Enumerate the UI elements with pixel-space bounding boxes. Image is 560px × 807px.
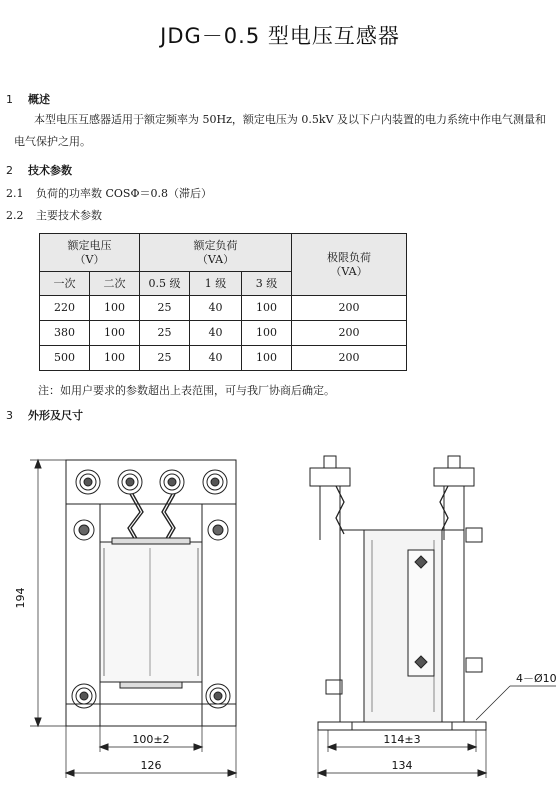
table-row <box>40 321 407 346</box>
cell-primary: 500 <box>40 346 90 371</box>
section-1-title: 概述 <box>28 93 50 106</box>
table-note: 注：如用户要求的参数超出上表范围，可与我厂协商后确定。 <box>38 384 335 397</box>
section-1-body: 本型电压互感器适用于额定频率为 50Hz，额定电压为 0.5kV 及以下户内装置的电力系统中作电气测量和电气保护之用。 <box>14 113 546 148</box>
terminal-icon <box>160 470 184 494</box>
front-view <box>30 460 236 778</box>
header-primary: 一次 <box>40 272 90 296</box>
page-title: JDG－0.5 型电压互感器 <box>160 24 400 48</box>
header-rated-voltage: 额定电压 （V） <box>40 234 140 272</box>
cell-secondary: 100 <box>90 321 140 346</box>
subsection-2-2 <box>6 209 102 223</box>
cell-class-3: 100 <box>242 346 292 371</box>
section-3-heading <box>6 409 83 423</box>
cell-class-0-5: 25 <box>140 346 190 371</box>
cell-secondary: 100 <box>90 346 140 371</box>
section-1-number: 1 <box>6 93 13 106</box>
dim-side-outer-label: 134 <box>391 759 413 772</box>
subsection-2-2-number: 2.2 <box>6 209 24 222</box>
terminal-icon <box>118 470 142 494</box>
cell-limit-load: 200 <box>292 321 407 346</box>
cell-class-3: 100 <box>242 296 292 321</box>
dim-holes-label: 4－Ø10 <box>516 672 557 685</box>
cell-secondary: 100 <box>90 296 140 321</box>
dim-height-label: 194 <box>14 587 27 609</box>
cell-primary: 220 <box>40 296 90 321</box>
cell-class-1: 40 <box>190 296 242 321</box>
cell-class-3: 100 <box>242 321 292 346</box>
subsection-2-1-text: 负荷的功率数 COSΦ＝0.8（滞后） <box>36 187 212 200</box>
subsection-2-2-text: 主要技术参数 <box>36 209 102 222</box>
header-class-3: 3 级 <box>242 272 292 296</box>
cell-limit-load: 200 <box>292 346 407 371</box>
side-view <box>310 456 556 778</box>
table-row <box>40 296 407 321</box>
subsection-2-1-number: 2.1 <box>6 187 24 200</box>
bolt-icon <box>74 520 94 540</box>
lead-wire-icon <box>336 486 448 534</box>
header-limit-load: 极限负荷 （VA） <box>292 234 407 296</box>
spec-table <box>39 233 407 371</box>
cell-class-0-5: 25 <box>140 296 190 321</box>
terminal-icon <box>203 470 227 494</box>
outline-drawing <box>0 430 560 807</box>
header-class-0-5: 0.5 级 <box>140 272 190 296</box>
section-3-number: 3 <box>6 409 13 422</box>
header-rated-load: 额定负荷 （VA） <box>140 234 292 272</box>
lead-wire-icon <box>128 494 175 542</box>
subsection-2-1 <box>6 187 212 201</box>
cell-primary: 380 <box>40 321 90 346</box>
dim-front-inner-label: 100±2 <box>132 733 170 746</box>
dim-side-inner-label: 114±3 <box>383 733 421 746</box>
bolt-icon <box>208 520 228 540</box>
cell-limit-load: 200 <box>292 296 407 321</box>
section-2-title: 技术参数 <box>28 164 72 177</box>
section-3-title: 外形及尺寸 <box>28 409 83 422</box>
header-class-1: 1 级 <box>190 272 242 296</box>
section-2-number: 2 <box>6 164 13 177</box>
table-row <box>40 346 407 371</box>
section-1-heading <box>6 93 50 107</box>
cell-class-1: 40 <box>190 346 242 371</box>
terminal-icon <box>76 470 100 494</box>
section-2-heading <box>6 164 72 178</box>
dim-front-outer-label: 126 <box>140 759 162 772</box>
cell-class-1: 40 <box>190 321 242 346</box>
header-secondary: 二次 <box>90 272 140 296</box>
cell-class-0-5: 25 <box>140 321 190 346</box>
